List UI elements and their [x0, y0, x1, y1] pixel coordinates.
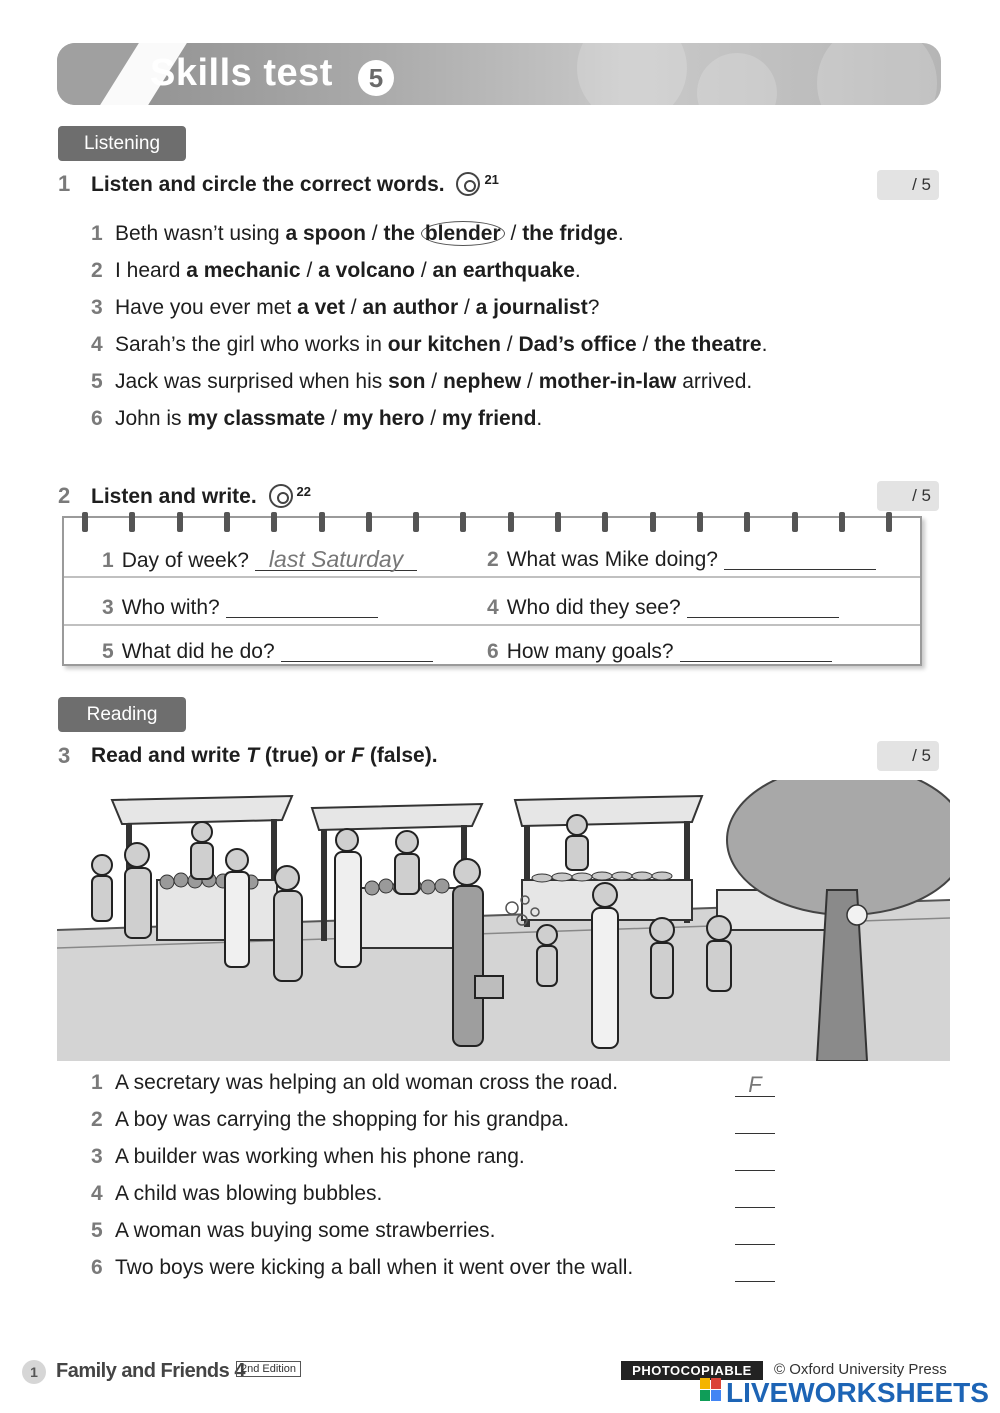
- exercise-3-statement: 3 A builder was working when his phone rang.: [91, 1145, 525, 1168]
- exercise-3-number: 3: [58, 743, 71, 768]
- binder-ring: [839, 512, 845, 532]
- true-false-answer-field[interactable]: F: [735, 1073, 775, 1097]
- question-2: 2 What was Mike doing?: [487, 548, 876, 572]
- binder-ring: [650, 512, 656, 532]
- binder-ring: [744, 512, 750, 532]
- word-option[interactable]: my hero: [342, 407, 425, 430]
- market-scene-illustration: [57, 780, 950, 1061]
- word-option[interactable]: my classmate: [187, 407, 326, 430]
- word-option[interactable]: the theatre: [654, 333, 762, 356]
- publisher-credit: © Oxford University Press: [774, 1361, 947, 1378]
- answer-field-6[interactable]: [680, 642, 832, 662]
- answer-field-1[interactable]: last Saturday: [255, 548, 417, 571]
- word-option[interactable]: nephew: [442, 370, 522, 393]
- section-tab-listening: Listening: [58, 126, 186, 161]
- track-number: 21: [484, 172, 499, 187]
- liveworksheets-watermark: LIVEWORKSHEETS: [726, 1377, 989, 1408]
- word-option[interactable]: a journalist: [475, 296, 588, 319]
- exercise-1-item: 1 Beth wasn’t using a spoon / the blender / the fridge.: [91, 222, 624, 245]
- word-option[interactable]: my friend: [441, 407, 537, 430]
- question-4: 4 Who did they see?: [487, 596, 839, 620]
- exercise-2-title: [91, 484, 311, 509]
- question-3: 3 Who with?: [102, 596, 378, 620]
- binder-ring: [697, 512, 703, 532]
- answer-field-5[interactable]: [281, 642, 433, 662]
- binder-ring: [224, 512, 230, 532]
- edition-label: 2nd Edition: [236, 1361, 301, 1377]
- notebook-rings: [82, 512, 902, 534]
- word-option[interactable]: a vet: [297, 296, 345, 319]
- exercise-3-title: Read and write T (true) or F (false).: [91, 744, 438, 767]
- liveworksheets-logo-icon: [700, 1378, 722, 1404]
- photocopiable-label: PHOTOCOPIABLE: [621, 1361, 763, 1380]
- score-box-exercise-3: / 5: [877, 741, 939, 771]
- binder-ring: [319, 512, 325, 532]
- binder-ring: [460, 512, 466, 532]
- binder-ring: [792, 512, 798, 532]
- binder-ring: [129, 512, 135, 532]
- page-number: 1: [22, 1360, 46, 1384]
- notebook-divider: [64, 624, 920, 626]
- notebook-divider: [64, 576, 920, 578]
- true-false-answer-field[interactable]: [735, 1147, 775, 1171]
- binder-ring: [413, 512, 419, 532]
- exercise-1-number: 1: [58, 171, 71, 196]
- binder-ring: [177, 512, 183, 532]
- binder-ring: [366, 512, 372, 532]
- test-number-badge: 5: [358, 60, 394, 96]
- section-tab-reading: Reading: [58, 697, 186, 732]
- exercise-3-statement: 6 Two boys were kicking a ball when it went over the wall.: [91, 1256, 634, 1279]
- answer-field-2[interactable]: [724, 550, 876, 570]
- page-title: Skills test: [150, 52, 333, 94]
- word-option[interactable]: a mechanic: [186, 259, 301, 282]
- true-false-answer-field[interactable]: [735, 1221, 775, 1245]
- binder-ring: [271, 512, 277, 532]
- true-false-answer-field[interactable]: [735, 1184, 775, 1208]
- exercise-3-statement: 2 A boy was carrying the shopping for his grandpa.: [91, 1108, 570, 1131]
- word-option[interactable]: mother-in-law: [538, 370, 677, 393]
- true-false-answer-field[interactable]: [735, 1258, 775, 1282]
- exercise-1-instruction: Listen and circle the correct words.: [91, 173, 445, 196]
- question-6: 6 How many goals?: [487, 640, 832, 664]
- audio-cd-icon[interactable]: [456, 172, 480, 196]
- word-option[interactable]: a volcano: [318, 259, 416, 282]
- answer-field-4[interactable]: [687, 598, 839, 618]
- binder-ring: [886, 512, 892, 532]
- word-option[interactable]: an earthquake: [432, 259, 575, 282]
- binder-ring: [555, 512, 561, 532]
- word-option[interactable]: son: [388, 370, 426, 393]
- circled-answer[interactable]: blender: [421, 221, 505, 246]
- exercise-1-title: [91, 172, 499, 197]
- exercise-1-item: 5 Jack was surprised when his son / nephew / mother-in-law arrived.: [91, 370, 753, 393]
- exercise-1-item: 4 Sarah’s the girl who works in our kitchen / Dad’s office / the theatre.: [91, 333, 768, 356]
- exercise-3-statement: 1 A secretary was helping an old woman cross the road.: [91, 1071, 619, 1094]
- score-box-exercise-2: / 5: [877, 481, 939, 511]
- binder-ring: [602, 512, 608, 532]
- word-option[interactable]: our kitchen: [387, 333, 501, 356]
- question-5: 5 What did he do?: [102, 640, 433, 664]
- audio-cd-icon[interactable]: [269, 484, 293, 508]
- word-option[interactable]: Dad’s office: [518, 333, 637, 356]
- brand-logo: Family and Friends 4: [56, 1360, 245, 1382]
- exercise-2-instruction: Listen and write.: [91, 485, 257, 508]
- exercise-1-item: 6 John is my classmate / my hero / my friend.: [91, 407, 543, 430]
- binder-ring: [82, 512, 88, 532]
- exercise-3-statement: 5 A woman was buying some strawberries.: [91, 1219, 496, 1242]
- exercise-1-item: 3 Have you ever met a vet / an author / a journalist?: [91, 296, 600, 319]
- word-option[interactable]: an author: [362, 296, 459, 319]
- exercise-2-number: 2: [58, 483, 71, 508]
- question-1: 1 Day of week? last Saturday: [102, 548, 417, 573]
- true-false-answer-field[interactable]: [735, 1110, 775, 1134]
- exercise-3-statement: 4 A child was blowing bubbles.: [91, 1182, 383, 1205]
- market-scene-drawing: [57, 780, 950, 1061]
- binder-ring: [508, 512, 514, 532]
- score-box-exercise-1: / 5: [877, 170, 939, 200]
- answer-field-3[interactable]: [226, 598, 378, 618]
- track-number: 22: [296, 484, 312, 499]
- exercise-1-item: 2 I heard a mechanic / a volcano / an earthquake.: [91, 259, 581, 282]
